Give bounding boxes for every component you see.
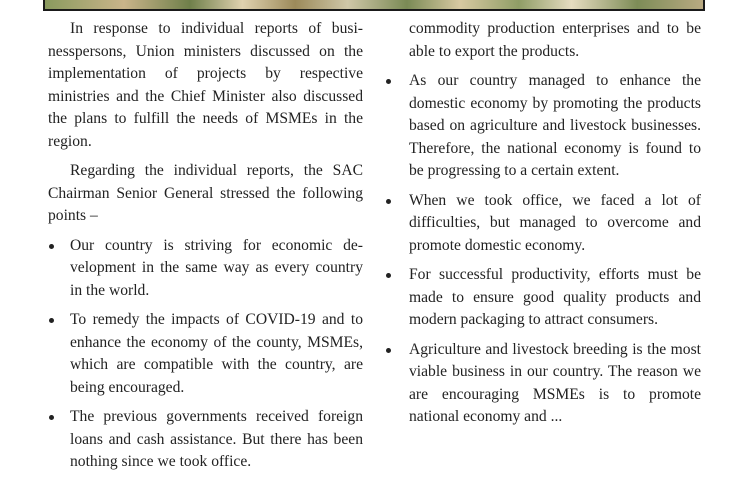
- bullet-icon: [386, 273, 391, 278]
- bullet-icon: [386, 348, 391, 353]
- list-item: [48, 309, 363, 399]
- list-item: [48, 235, 363, 303]
- list-item-text: For successful productivity, efforts must be made to ensure good quality products and modern packaging to attract consumers.: [409, 266, 701, 328]
- bullet-icon: [49, 415, 54, 420]
- list-item-text: To remedy the impacts of COVID-19 and to enhance the economy of the county, MSMEs, which are compatible with the country, are being encouraged.: [70, 311, 363, 396]
- list-item-text: The previous governments received foreign loans and cash assistance. But there has been nothing since we took office.: [70, 408, 363, 470]
- bullet-icon: [49, 318, 54, 323]
- bullet-list: [48, 235, 363, 474]
- news-photo: [43, 0, 705, 11]
- continued-text: commodity production enterprises and to be able to export the products.: [409, 20, 701, 60]
- list-item: [48, 406, 363, 474]
- list-item-text: As our country managed to enhance the domestic economy by promoting the products based on agriculture and livestock businesses. Therefore, the national economy is found to be progressing to a certain extent.: [409, 72, 701, 179]
- list-item: [409, 339, 701, 429]
- list-item: [409, 190, 701, 258]
- bullet-icon: [386, 199, 391, 204]
- bullet-list: [409, 70, 701, 429]
- list-item-text: Our country is striving for economic development in the same way as every country in the world.: [70, 236, 363, 299]
- right-column: [409, 18, 701, 436]
- list-item-text: Agriculture and livestock breeding is the most viable business in our country. The reason we are encouraging MSMEs is to promote national economy and ...: [409, 340, 701, 425]
- list-item: [409, 264, 701, 332]
- left-column: [48, 18, 363, 481]
- list-item: [409, 70, 701, 183]
- points-intro-paragraph: Regarding the individual reports, the SAC Chairman Senior General stressed the following points –: [48, 162, 363, 224]
- bullet-icon: [49, 244, 54, 249]
- bullet-icon: [386, 79, 391, 84]
- list-item-text: When we took office, we faced a lot of difficulties, but managed to overcome and promote domestic economy.: [409, 191, 701, 254]
- intro-paragraph: In response to individual reports of businesspersons, Union ministers discussed on the implementation of projects by respective ministries and the Chief Minister also discussed the plans to fulfill the needs of MSMEs in the region.: [48, 20, 363, 150]
